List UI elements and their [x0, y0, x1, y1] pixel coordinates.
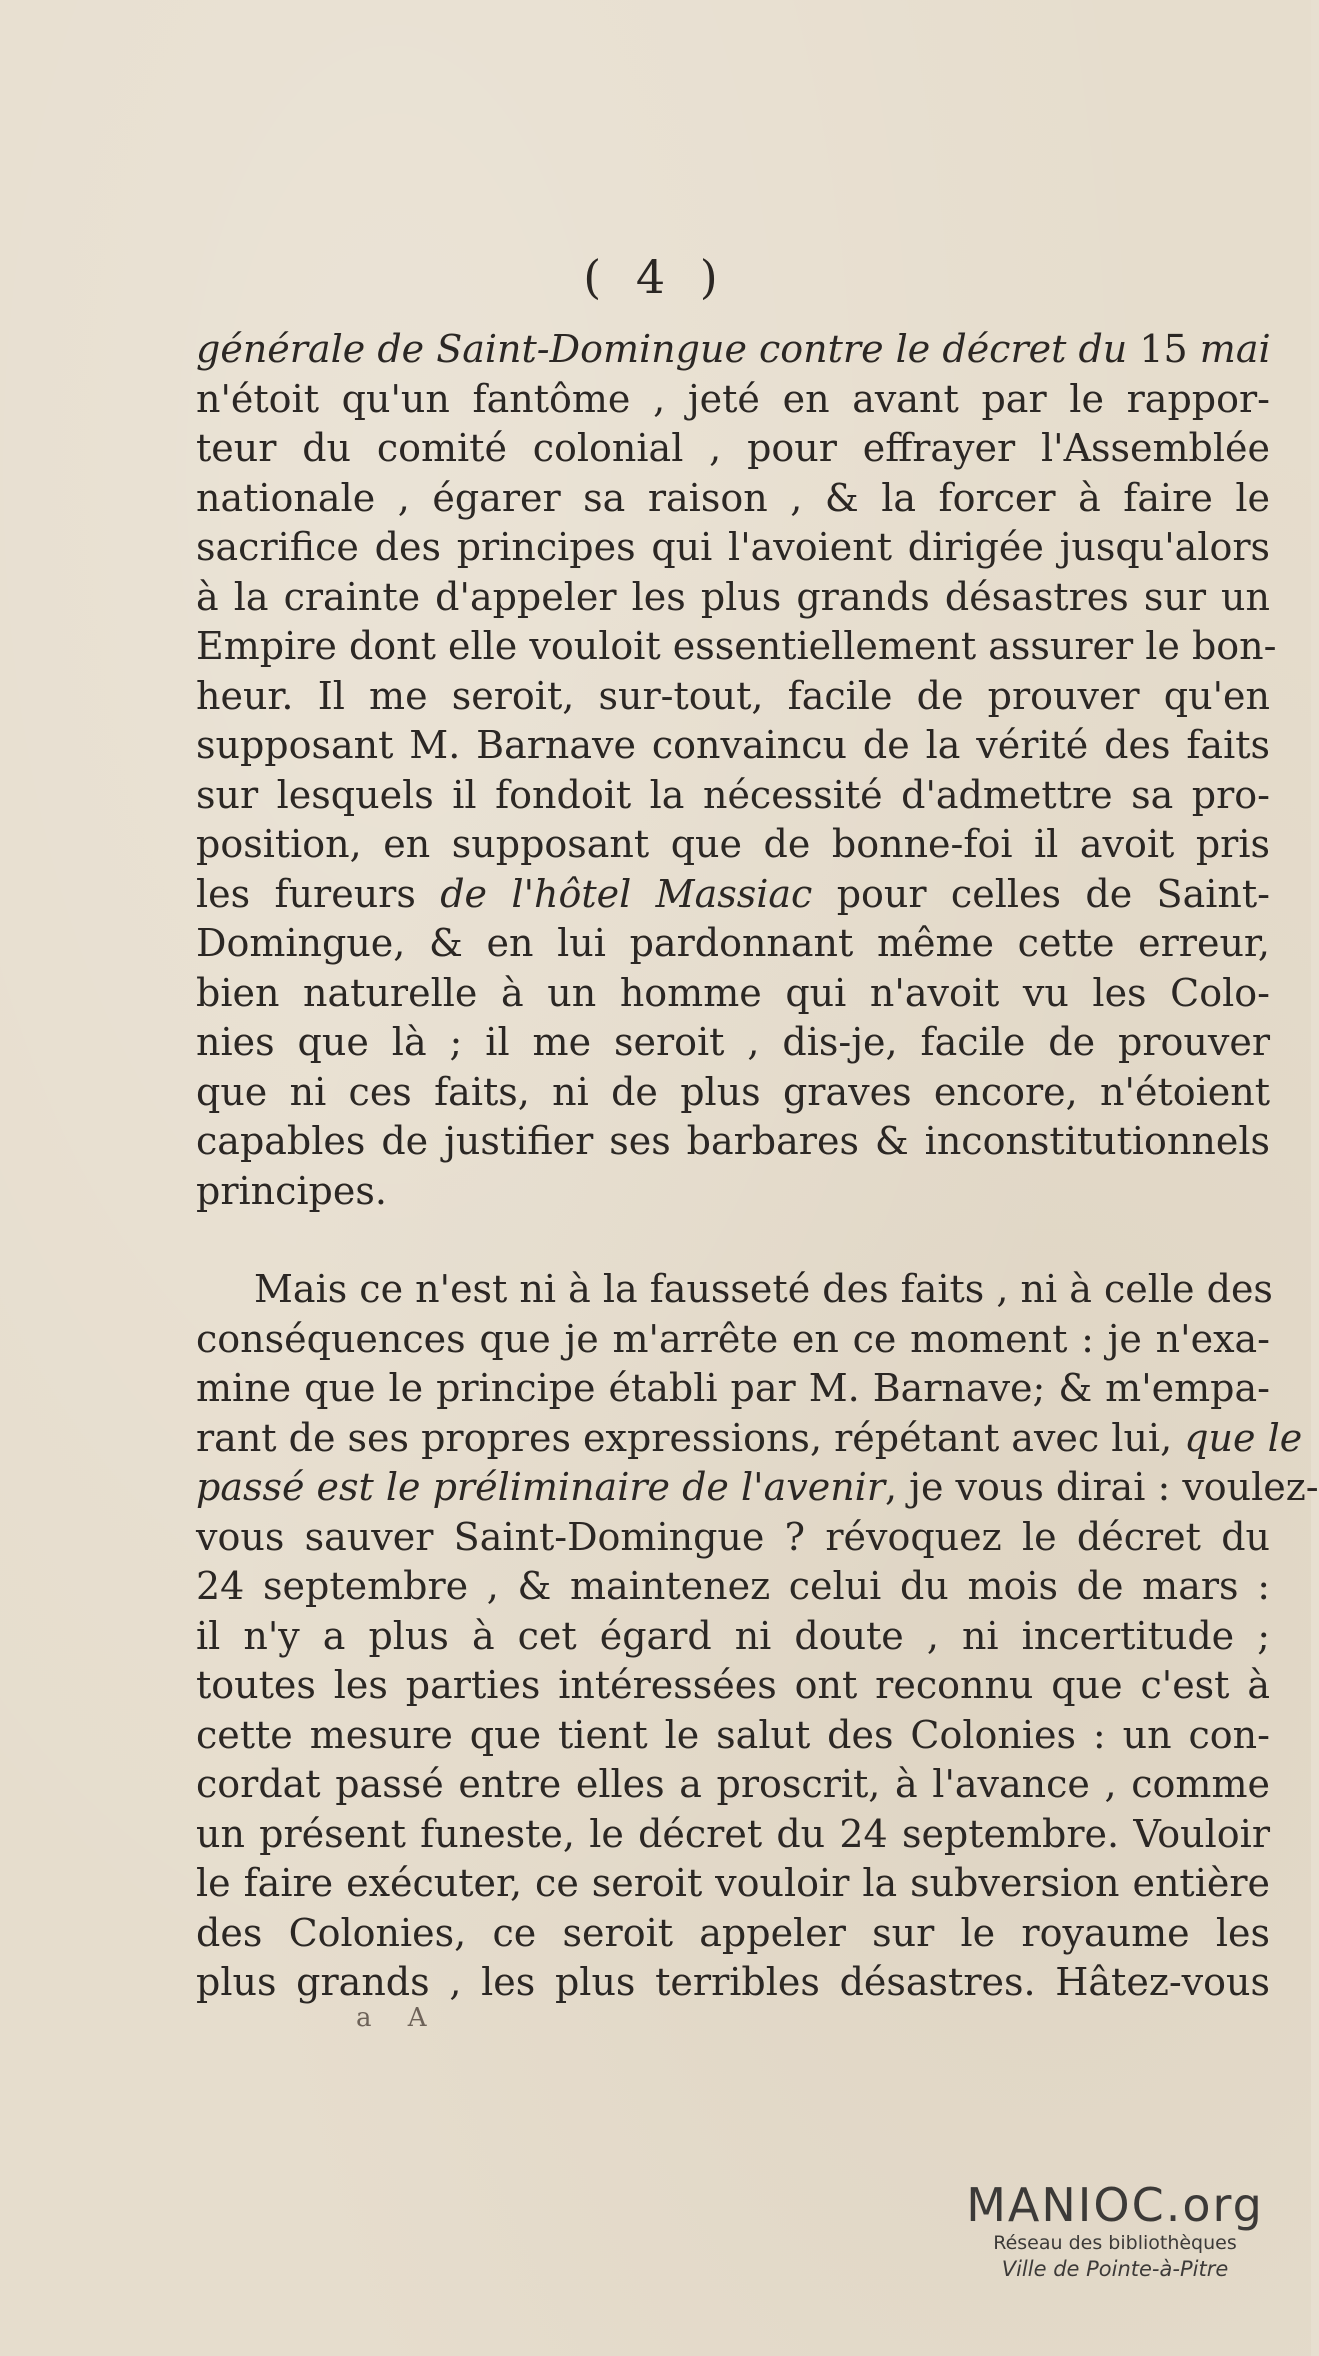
signature-mark: a A	[356, 2003, 441, 2033]
logo-location: Ville de Pointe-à-Pitre	[1001, 2257, 1229, 2281]
text-line: conséquences que je m'arrête en ce moment : je n'exa-	[196, 1316, 1270, 1361]
text-line: nationale , égarer sa raison , & la forcer à faire le	[196, 475, 1270, 520]
text-line: toutes les parties intéressées ont reconnu que c'est à	[196, 1663, 1270, 1707]
italic-phrase: de l'hôtel Massiac	[440, 871, 813, 916]
text-line: Empire dont elle vouloit essentiellement assurer le bon-	[196, 624, 1277, 668]
text-line: mine que le principe établi par M. Barnave; & m'empa-	[196, 1366, 1270, 1410]
text-line: à la crainte d'appeler les plus grands désastres sur un	[196, 574, 1270, 619]
text-line: cette mesure que tient le salut des Colonies : un con-	[196, 1712, 1270, 1757]
text-line: des Colonies, ce seroit appeler sur le royaume les	[196, 1910, 1270, 1955]
text-line: heur. Il me seroit, sur-tout, facile de prouver qu'en	[196, 673, 1270, 718]
text-line: rant de ses propres expressions, répétant avec lui, que le	[196, 1415, 1303, 1460]
text-line: Mais ce n'est ni à la fausseté des faits , ni à celle des	[254, 1267, 1273, 1311]
logo-subtitle: Réseau des bibliothèques	[993, 2232, 1237, 2254]
manioc-logo[interactable]	[950, 2180, 1280, 2282]
text-line: générale de Saint-Domingue contre le décret du 15 mai	[196, 327, 1271, 371]
text-line: bien naturelle à un homme qui n'avoit vu les Colo-	[196, 970, 1270, 1015]
paragraph-2	[196, 1265, 1319, 2008]
text-line: vous sauver Saint-Domingue ? révoquez le décret du	[196, 1514, 1270, 1559]
text-line: supposant M. Barnave convaincu de la vérité des faits	[196, 723, 1270, 767]
text-line: sacrifice des principes qui l'avoient dirigée jusqu'alors	[196, 525, 1270, 569]
text-line: position, en supposant que de bonne-foi il avoit pris	[196, 822, 1270, 866]
text-line: teur du comité colonial , pour effrayer l'Assemblée	[196, 426, 1270, 470]
text-line: le faire exécuter, ce seroit vouloir la subversion entière	[196, 1861, 1270, 1905]
page-number: ( 4 )	[583, 250, 728, 304]
text-line: que ni ces faits, ni de plus graves encore, n'étoient	[196, 1069, 1270, 1114]
text-line: sur lesquels il fondoit la nécessité d'admettre sa pro-	[196, 772, 1270, 817]
text-line: n'étoit qu'un fantôme , jeté en avant par le rappor-	[196, 376, 1270, 421]
italic-phrase: que le	[1184, 1415, 1303, 1460]
italic-phrase: générale de Saint-Domingue contre le décret du	[196, 327, 1128, 371]
text-line: les fureurs de l'hôtel Massiac pour celles de Saint-	[196, 871, 1270, 916]
text-line: nies que là ; il me seroit , dis-je, facile de prouver	[196, 1020, 1270, 1064]
text-line: principes.	[196, 1168, 387, 1213]
paragraph-1	[196, 325, 1277, 1216]
text-line: un présent funeste, le décret du 24 septembre. Vouloir	[196, 1811, 1270, 1856]
text-line: cordat passé entre elles a proscrit, à l'avance , comme	[196, 1762, 1270, 1806]
manioc-logo-mark: MANIOC.org	[966, 2178, 1264, 2232]
text-line: plus grands , les plus terribles désastres. Hâtez-vous	[196, 1960, 1270, 2004]
text-line: Domingue, & en lui pardonnant même cette erreur,	[196, 921, 1270, 965]
text-line: capables de justifier ses barbares & inconstitutionnels	[196, 1119, 1270, 1163]
text-line: passé est le préliminaire de l'avenir, je vous dirai : voulez-	[196, 1465, 1319, 1509]
text-line: il n'y a plus à cet égard ni doute , ni incertitude ;	[196, 1613, 1270, 1658]
italic-phrase: passé est le préliminaire de l'avenir	[196, 1465, 885, 1509]
text-line: 24 septembre , & maintenez celui du mois de mars :	[196, 1564, 1270, 1608]
